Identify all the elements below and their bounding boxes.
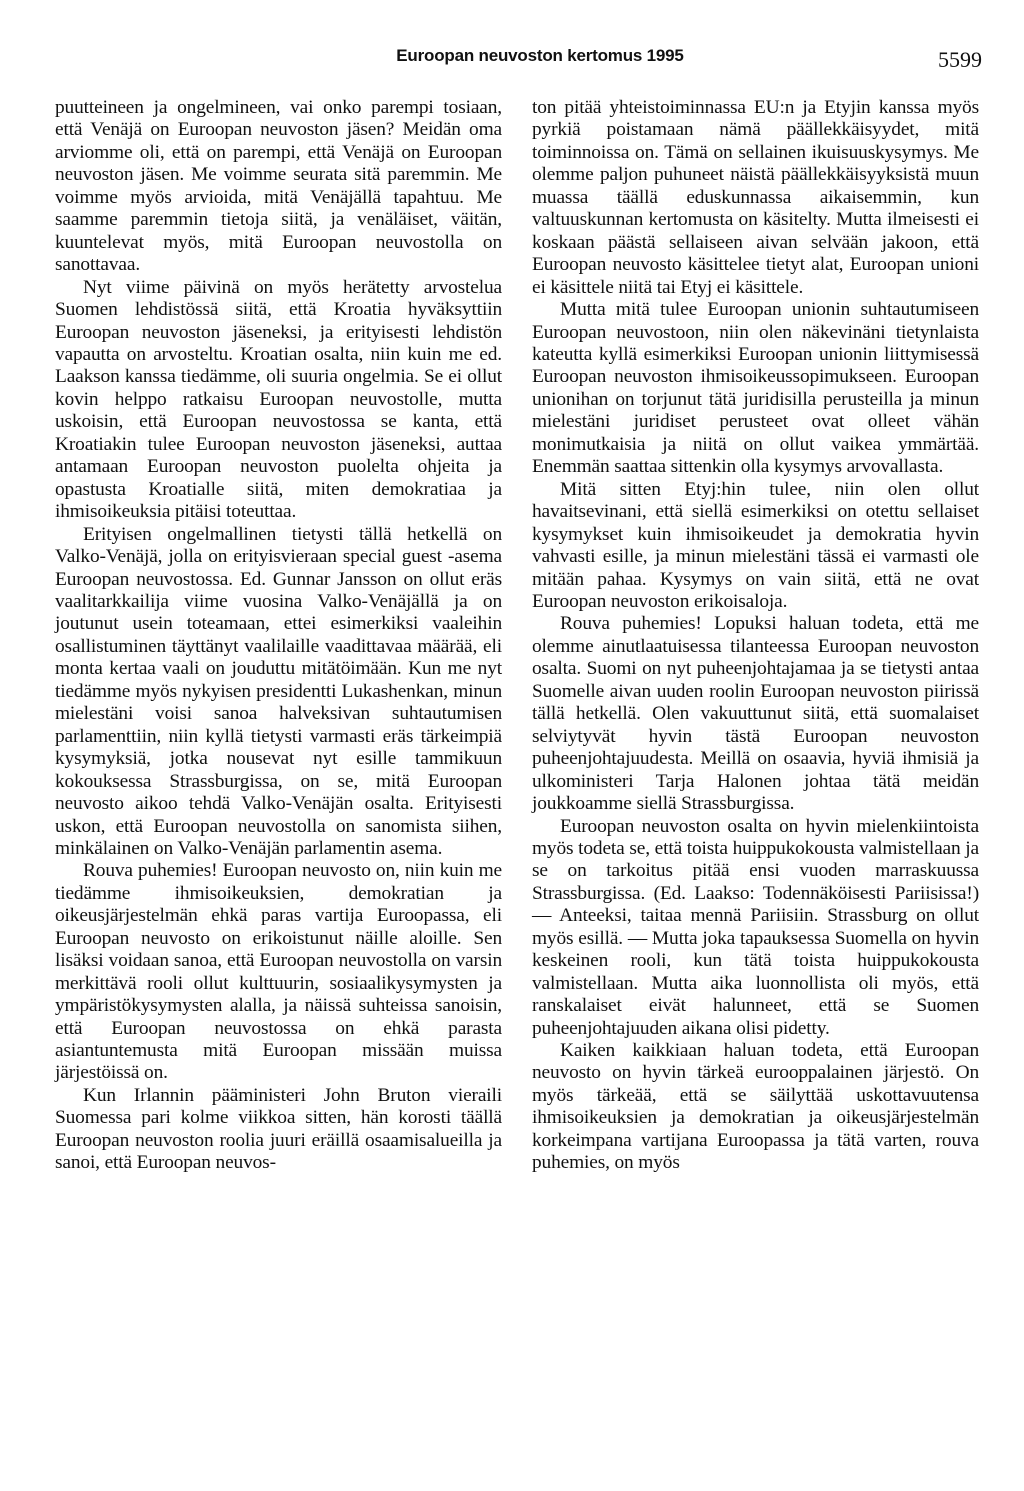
paragraph: Erityisen ongelmallinen tietysti tällä hetkellä on Valko-Venäjä, jolla on erityisvieraan special guest -asema Euroopan neuvostossa. Ed. Gunnar Jansson on ollut eräs vaalitarkkailija viime vuosina Valko-Venäjällä ja on joutunut usein toteamaan, ettei esimerkiksi vaaleihin osallistuminen täyttänyt vaalilaille vaadittavaa määrää, eli monta kertaa vaali on jouduttu mitätöimään. Kun me nyt tiedämme myös nykyisen presidentti Lukashenkan, minun mielestäni voisi sanoa halveksivan suhtautumisen parlamenttiin, niin kyllä tietysti varmasti eräs tärkeimpiä kysymyksiä, jotka nousevat nyt esille tammikuun kokouksessa Strassburgissa, on se, mitä Euroopan neuvosto aikoo tehdä Valko-Venäjän osalta. Erityisesti uskon, että Euroopan neuvostolla on sanomista siihen, minkälainen on Valko-Venäjän parlamentin asema. xyxy=(55,523,502,859)
paragraph: Mitä sitten Etyj:hin tulee, niin olen ollut havaitsevinani, että siellä esimerkiksi on otettu sellaiset kysymykset kuin ihmisoikeudet ja demokratia hyvin vahvasti esille, ja minun mielestäni tässä ei varmasti ole mitään pahaa. Kysymys on vain siitä, että ne ovat Euroopan neuvoston erikoisaloja. xyxy=(532,478,979,612)
right-column xyxy=(532,97,979,1175)
page-header xyxy=(0,46,1024,76)
paragraph: Mutta mitä tulee Euroopan unionin suhtautumiseen Euroopan neuvostoon, niin olen näkevinäni tietynlaista kateutta kyllä esimerkiksi Euroopan unionin liittymisessä Euroopan neuvoston ihmisoikeussopimukseen. Euroopan unionihan on torjunut tätä juridisilla perusteilla ja minun mielestäni juridiset perusteet ovat olleet vähän monimutkaisia ja niitä on ollut vaikea ymmärtää. Enemmän saattaa sittenkin olla kysymys arvovallasta. xyxy=(532,299,979,478)
paragraph: Nyt viime päivinä on myös herätetty arvostelua Suomen lehdistössä siitä, että Kroatia hyväksyttiin Euroopan neuvoston jäseneksi, ja erityisesti lehdistön vapautta on arvosteltu. Kroatian osalta, niin kuin me ed. Laakson kanssa tiedämme, oli suuria ongelmia. Se ei ollut kovin helppo ratkaisu Euroopan neuvostolle, mutta uskoisin, että Euroopan neuvostossa se kanta, että Kroatiakin tulee Euroopan neuvoston jäseneksi, auttaa antamaan Euroopan neuvoston puolelta ohjeita ja opastusta Kroatialle siitä, miten demokratiaa ja ihmisoikeuksia pitäisi toteuttaa. xyxy=(55,276,502,523)
running-title: Euroopan neuvoston kertomus 1995 xyxy=(396,46,684,65)
paragraph: Kaiken kaikkiaan haluan todeta, että Euroopan neuvosto on hyvin tärkeä eurooppalainen järjestö. On myös tärkeää, että se säilyttää uskottavuutensa ihmisoikeuksien ja demokratian ja oikeusjärjestelmän korkeimpana vartijana Euroopassa ja tätä varten, rouva puhemies, on myös xyxy=(532,1040,979,1174)
left-column xyxy=(55,97,502,1175)
paragraph: puutteineen ja ongelmineen, vai onko parempi tosiaan, että Venäjä on Euroopan neuvoston jäsen? Meidän oma arviomme oli, että on parempi, että Venäjä on Euroopan neuvoston jäsen. Me voimme seurata sitä paremmin. Me voimme myös arvioida, mitä Venäjällä tapahtuu. Me saamme paremmin tietoja siitä, ja venäläiset, väitän, kuuntelevat myös, mitä Euroopan neuvostolla on sanottavaa. xyxy=(55,97,502,276)
paragraph: Kun Irlannin pääministeri John Bruton vieraili Suomessa pari kolme viikkoa sitten, hän korosti täällä Euroopan neuvoston roolia juuri eräillä osaamisalueilla ja sanoi, että Euroopan neuvos- xyxy=(55,1084,502,1174)
paragraph: Rouva puhemies! Lopuksi haluan todeta, että me olemme ainutlaatuisessa tilanteessa Euroopan neuvoston osalta. Suomi on nyt puheenjohtajamaa ja se tietysti antaa Suomelle aivan uuden roolin Euroopan neuvoston piirissä tällä hetkellä. Olen vakuuttunut siitä, että suomalaiset selviytyvät hyvin tästä Euroopan neuvoston puheenjohtajuudesta. Meillä on osaavia, hyviä ihmisiä ja ulkoministeri Tarja Halonen johtaa tätä meidän joukkoamme siellä Strassburgissa. xyxy=(532,613,979,815)
page-number: 5599 xyxy=(938,47,982,72)
paragraph: Rouva puhemies! Euroopan neuvosto on, niin kuin me tiedämme ihmisoikeuksien, demokratian ja oikeusjärjestelmän ehkä paras vartija Euroopassa, eli Euroopan neuvosto on erikoistunut näille aloille. Sen lisäksi voidaan sanoa, että Euroopan neuvostolla on varsin merkittävä rooli ollut kulttuurin, sosiaalikysymysten ja ympäristökysymysten alalla, ja näissä suhteissa sanoisin, että Euroopan neuvostossa on ehkä parasta asiantuntemusta mitä Euroopan missään muissa järjestöissä on. xyxy=(55,860,502,1084)
paragraph: Euroopan neuvoston osalta on hyvin mielenkiintoista myös todeta se, että toista huippukokousta valmistellaan ja se on tarkoitus pitää ensi vuoden marraskuussa Strassburgissa. (Ed. Laakso: Todennäköisesti Pariisissa!) — Anteeksi, taitaa mennä Pariisiin. Strassburg on ollut myös esillä. — Mutta joka tapauksessa Suomella on hyvin keskeinen rooli, kun tätä toista huippukokousta valmistellaan. Mutta aika luonnollista oli myös, että ranskalaiset eivät halunneet, että se Suomen puheenjohtajuuden aikana olisi pidetty. xyxy=(532,815,979,1039)
paragraph: ton pitää yhteistoiminnassa EU:n ja Etyjin kanssa myös pyrkiä poistamaan nämä päällekkäisyydet, mitä toiminnoissa on. Tämä on sellainen ikuisuuskysymys. Me olemme paljon puhuneet näistä päällekkäisyyksistä muun muassa täällä eduskunnassa aikaisemmin, kun valtuuskunnan kertomusta on käsitelty. Mutta ilmeisesti ei koskaan päästä sellaiseen aivan selvään jakoon, että Euroopan neuvosto käsittelee tietyt alat, Euroopan unioni ei käsittele niitä tai Etyj ei käsittele. xyxy=(532,97,979,298)
